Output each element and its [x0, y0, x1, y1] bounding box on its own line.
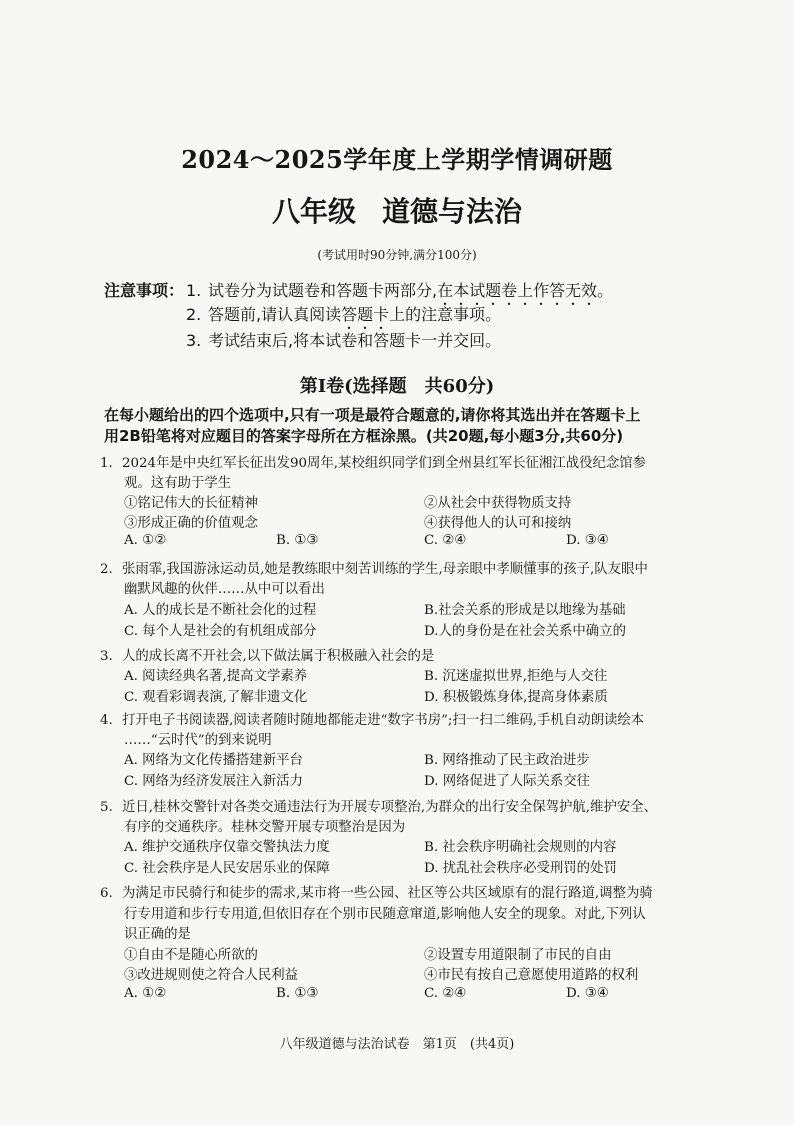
- question-number: 6.: [100, 886, 113, 901]
- answer-option-c: C. 网络为经济发展注入新活力: [124, 774, 303, 789]
- question-text: 近日,桂林交警针对各类交通违法行为开展专项整治,为群众的出行安全保驾护航,维护安全、: [122, 800, 658, 815]
- question-stem: [100, 796, 657, 815]
- notice-text: 考试结束后,将本试卷和答题卡一并交回。: [208, 331, 502, 350]
- answer-option-c: C. 观看彩调表演,了解非遗文化: [124, 690, 308, 705]
- subject-label: 道德与法治: [382, 195, 523, 228]
- answer-option-b: B. ①③: [276, 986, 319, 1001]
- question-text: 人的成长离不开社会,以下做法属于积极融入社会的是: [122, 649, 435, 664]
- notice-text-end: 上的注意事项。: [389, 305, 502, 324]
- answer-option-d: D.人的身份是在社会关系中确立的: [424, 624, 626, 639]
- answer-option-b: B. ①③: [276, 533, 319, 548]
- notice-text: 试卷分为试题卷和答题卡两部分,: [208, 281, 438, 300]
- statement: ②从社会中获得物质支持: [424, 496, 572, 511]
- section-instruction: 用2B铅笔将对应题目的答案字母所在方框涂黑。(共20题,每小题3分,共60分): [104, 427, 624, 445]
- question-text: 2024年是中央红军长征出发90周年,某校组织同学们到全州县红军长征湘江战役纪念馆参: [122, 456, 647, 471]
- exam-info: (考试用时90分钟,满分100分): [317, 248, 477, 262]
- statement: ④获得他人的认可和接纳: [424, 516, 572, 531]
- notice-emphasis: 答题卡: [341, 305, 390, 324]
- question-text: 识正确的是: [124, 927, 191, 942]
- question-stem: [100, 882, 653, 901]
- notice-text: 答题前,请认真阅读: [208, 305, 342, 324]
- answer-option-a: A. ①②: [124, 986, 167, 1001]
- notice-number: 2.: [186, 305, 202, 324]
- answer-option-a: A. 阅读经典名著,提高文学素养: [124, 669, 308, 684]
- answer-option-b: B. 社会秩序明确社会规则的内容: [424, 840, 617, 855]
- question-number: 1.: [100, 456, 113, 471]
- question-stem: [100, 645, 434, 664]
- answer-option-a: A. ①②: [124, 533, 167, 548]
- question-number: 5.: [100, 800, 113, 815]
- question-text: 为满足市民骑行和徒步的需求,某市将一些公园、社区等公共区域原有的混行路道,调整为骑: [122, 886, 653, 901]
- statement: ③形成正确的价值观念: [124, 516, 258, 531]
- answer-option-c: C. 每个人是社会的有机组成部分: [124, 624, 317, 639]
- notice-label: 注意事项：: [104, 281, 185, 300]
- answer-option-b: B.社会关系的形成是以地缘为基础: [424, 603, 626, 618]
- statement: ①自由不是随心所欲的: [124, 948, 258, 963]
- question-stem: [100, 558, 648, 577]
- question-text: 观。这有助于学生: [124, 476, 232, 491]
- notice-emphasis: 在本试题卷上作答无效: [437, 281, 598, 300]
- notice-number: 1.: [186, 281, 202, 300]
- question-stem: [100, 452, 646, 471]
- question-number: 3.: [100, 649, 113, 664]
- statement: ③改进规则使之符合人民利益: [124, 968, 299, 983]
- statement: ④市民有按自己意愿使用道路的权利: [424, 968, 639, 983]
- section-instruction: 在每小题给出的四个选项中,只有一项是最符合题意的,请你将其选出并在答题卡上: [104, 406, 641, 424]
- question-text: 有序的交通秩序。桂林交警开展专项整治是因为: [124, 820, 406, 835]
- answer-option-d: D. 积极锻炼身体,提高身体素质: [424, 690, 608, 705]
- answer-option-b: B. 网络推动了民主政治进步: [424, 753, 590, 768]
- question-text: 幽默风趣的伙伴……从中可以看出: [124, 582, 325, 597]
- statement: ②设置专用道限制了市民的自由: [424, 948, 612, 963]
- answer-option-b: B. 沉迷虚拟世界,拒绝与人交往: [424, 669, 608, 684]
- answer-option-d: D. ③④: [566, 986, 609, 1001]
- question-number: 2.: [100, 562, 113, 577]
- exam-subtitle: [0, 190, 794, 230]
- answer-option-a: A. 维护交通秩序仅靠交警执法力度: [124, 840, 330, 855]
- question-number: 4.: [100, 713, 113, 728]
- page-footer: 八年级道德与法治试卷 第1页 (共4页): [279, 1037, 515, 1052]
- answer-option-c: C. ②④: [424, 533, 467, 548]
- answer-option-d: D. 扰乱社会秩序必受刑罚的处罚: [424, 861, 617, 876]
- answer-option-d: D. 网络促进了人际关系交往: [424, 774, 591, 789]
- question-text: 行专用道和步行专用道,但依旧存在个别市民随意窜道,影响他人安全的现象。对此,下列认: [124, 907, 646, 922]
- statement: ①铭记伟大的长征精神: [124, 496, 258, 511]
- notice-text-end: 。: [597, 281, 614, 300]
- exam-title: 2024～2025学年度上学期学情调研题: [181, 145, 613, 174]
- section-title: 第Ⅰ卷(选择题 共60分): [299, 376, 495, 397]
- answer-option-c: C. 社会秩序是人民安居乐业的保障: [124, 861, 330, 876]
- question-text: 张雨霏,我国游泳运动员,她是教练眼中刻苦训练的学生,母亲眼中孝顺懂事的孩子,队友眼中: [122, 562, 648, 577]
- question-text: 打开电子书阅读器,阅读者随时随地都能走进“数字书房”;扫一扫二维码,手机自动朗读绘本: [122, 713, 645, 728]
- notice-number: 3.: [186, 331, 202, 350]
- question-text: ……“云时代”的到来说明: [124, 733, 272, 748]
- question-stem: [100, 709, 644, 728]
- grade-label: 八年级: [271, 195, 356, 228]
- answer-option-d: D. ③④: [566, 533, 609, 548]
- answer-option-a: A. 人的成长是不断社会化的过程: [124, 603, 317, 618]
- notice-item: [186, 328, 501, 351]
- answer-option-a: A. 网络为文化传播搭建新平台: [124, 753, 303, 768]
- answer-option-c: C. ②④: [424, 986, 467, 1001]
